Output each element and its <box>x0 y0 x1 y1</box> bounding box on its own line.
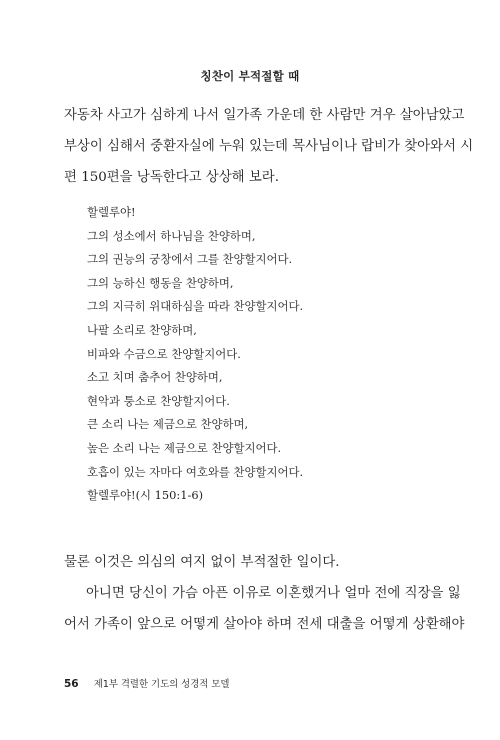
section-heading: 칭찬이 부적절할 때 <box>200 69 300 83</box>
psalm-line: 그의 능하신 행동을 찬양하며, <box>87 275 234 290</box>
intro-line-2: 부상이 심해서 중환자실에 누워 있는데 목사님이나 랍비가 찾아와서 시 <box>64 139 474 154</box>
psalm-line: 그의 지극히 위대하심을 따라 찬양할지어다. <box>87 299 304 314</box>
intro-line-3: 편 150편을 낭독한다고 상상해 보라. <box>64 170 279 185</box>
page-number: 56 <box>64 678 79 690</box>
running-head: 제1부 격렬한 기도의 성경적 모델 <box>93 679 230 690</box>
psalm-line: 할렐루야! <box>87 205 136 219</box>
page-footer <box>64 676 229 690</box>
psalm-line: 그의 성소에서 하나님을 찬양하며, <box>87 228 256 243</box>
after-line-2: 아니면 당신이 가슴 아픈 이유로 이혼했거나 얼마 전에 직장을 잃 <box>86 586 461 601</box>
psalm-line: 그의 권능의 궁창에서 그를 찬양할지어다. <box>87 252 293 267</box>
psalm-line: 할렐루야!(시 150:1-6) <box>87 488 204 503</box>
psalm-line: 비파와 수금으로 찬양할지어다. <box>87 346 241 361</box>
intro-line-1: 자동차 사고가 심하게 나서 일가족 가운데 한 사람만 겨우 살아남았고 <box>64 108 465 123</box>
psalm-line: 현악과 퉁소로 찬양할지어다. <box>87 393 230 408</box>
psalm-line: 나팔 소리로 찬양하며, <box>87 322 197 337</box>
after-line-3: 어서 가족이 앞으로 어떻게 살아야 하며 전세 대출을 어떻게 상환해야 <box>64 617 465 632</box>
psalm-line: 소고 치며 춤추어 찬양하며, <box>87 370 223 385</box>
after-paragraph <box>64 547 465 640</box>
intro-paragraph <box>64 100 474 193</box>
psalm-quotation <box>87 201 427 508</box>
after-line-1: 물론 이것은 의심의 여지 없이 부적절한 일이다. <box>64 555 340 570</box>
psalm-line: 큰 소리 나는 제금으로 찬양하며, <box>87 417 249 432</box>
psalm-line: 호흡이 있는 자마다 여호와를 찬양할지어다. <box>87 464 304 479</box>
psalm-line: 높은 소리 나는 제금으로 찬양할지어다. <box>87 440 282 455</box>
